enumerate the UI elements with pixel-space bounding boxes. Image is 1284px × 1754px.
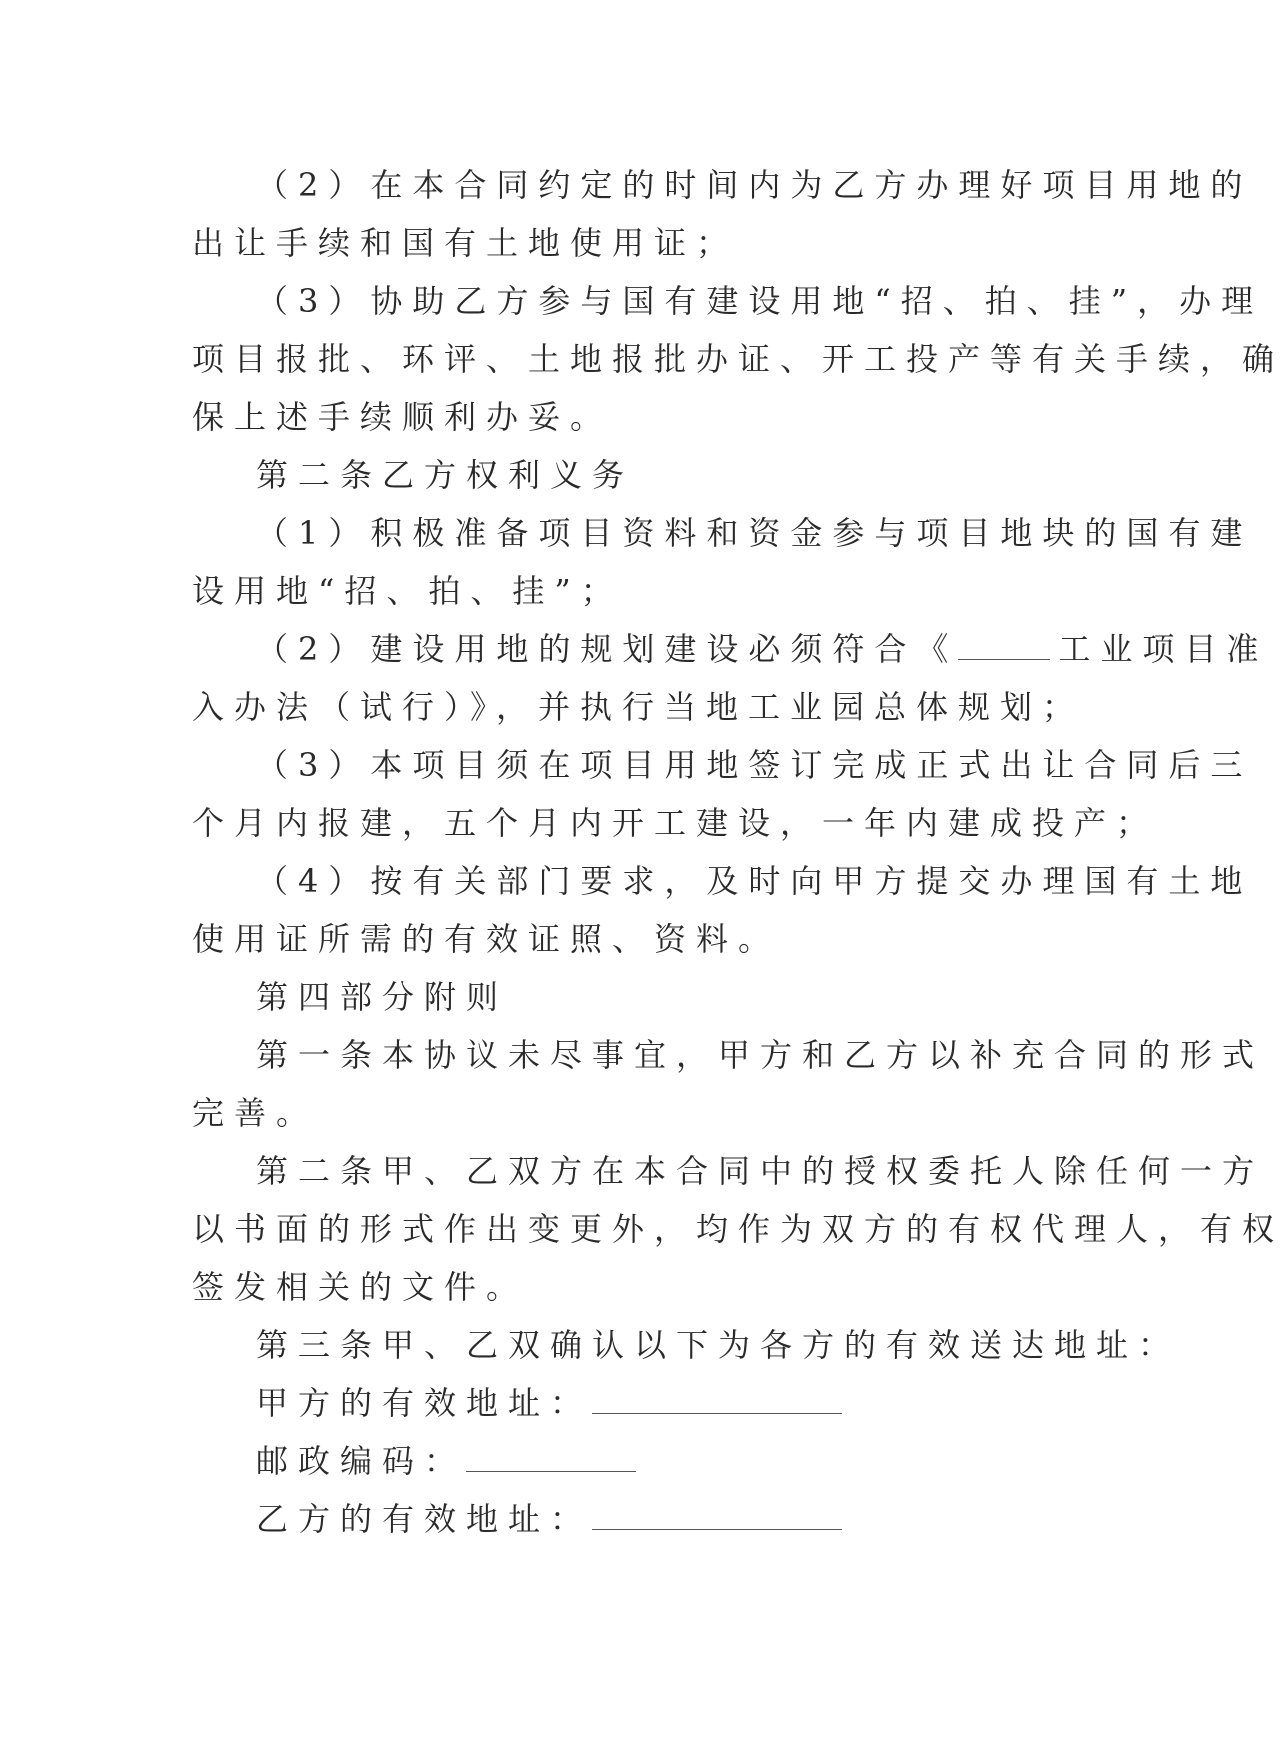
paragraph-line: 第一条本协议未尽事宜，甲方和乙方以补充合同的形式 bbox=[256, 1036, 1265, 1074]
paragraph-line: 签发相关的文件。 bbox=[192, 1268, 529, 1306]
section-heading: 第四部分附则 bbox=[256, 978, 509, 1016]
paragraph-line: （3）协助乙方参与国有建设用地“招、拍、挂”，办理 bbox=[256, 282, 1264, 320]
section-heading: 第二条乙方权利义务 bbox=[256, 456, 635, 494]
paragraph-line: （3）本项目须在项目用地签订完成正式出让合同后三 bbox=[256, 746, 1253, 784]
paragraph-line: 第三条甲、乙双确认以下为各方的有效送达地址： bbox=[256, 1326, 1181, 1364]
address-line bbox=[256, 1497, 842, 1541]
paragraph-line: 保上述手续顺利办妥。 bbox=[192, 398, 613, 436]
paragraph-line: 项目报批、环评、土地报批办证、开工投产等有关手续，确 bbox=[192, 340, 1284, 378]
paragraph-line: 设用地“招、拍、挂”； bbox=[192, 572, 623, 610]
paragraph-line: 入办法（试行）》，并执行当地工业园总体规划； bbox=[192, 688, 1085, 726]
party-b-address-label: 乙方的有效地址： bbox=[256, 1500, 593, 1538]
paragraph-line: （2）在本合同约定的时间内为乙方办理好项目用地的 bbox=[256, 166, 1253, 204]
party-a-address-blank bbox=[592, 1383, 842, 1414]
paragraph-text: 工业项目准 bbox=[1058, 630, 1269, 668]
paragraph-line: 出让手续和国有土地使用证； bbox=[192, 224, 739, 262]
address-line bbox=[256, 1381, 842, 1425]
paragraph-line: 完善。 bbox=[192, 1094, 319, 1132]
fill-in-blank bbox=[958, 629, 1050, 660]
paragraph-line: （4）按有关部门要求，及时向甲方提交办理国有土地 bbox=[256, 862, 1253, 900]
paragraph-line: 使用证所需的有效证照、资料。 bbox=[192, 920, 781, 958]
postal-code-blank bbox=[466, 1441, 636, 1472]
party-a-address-label: 甲方的有效地址： bbox=[256, 1384, 593, 1422]
party-b-address-blank bbox=[592, 1499, 842, 1530]
paragraph-line: 第二条甲、乙双方在本合同中的授权委托人除任何一方 bbox=[256, 1152, 1265, 1190]
paragraph-text: （2）建设用地的规划建设必须符合《 bbox=[256, 630, 959, 668]
paragraph-line: （1）积极准备项目资料和资金参与项目地块的国有建 bbox=[256, 514, 1253, 552]
postal-code-label: 邮政编码： bbox=[256, 1442, 467, 1480]
paragraph-line: 个月内报建，五个月内开工建设，一年内建成投产； bbox=[192, 804, 1159, 842]
paragraph-line: 以书面的形式作出变更外，均作为双方的有权代理人，有权 bbox=[192, 1210, 1284, 1248]
postal-code-line bbox=[256, 1439, 636, 1483]
paragraph-line bbox=[256, 627, 1268, 671]
